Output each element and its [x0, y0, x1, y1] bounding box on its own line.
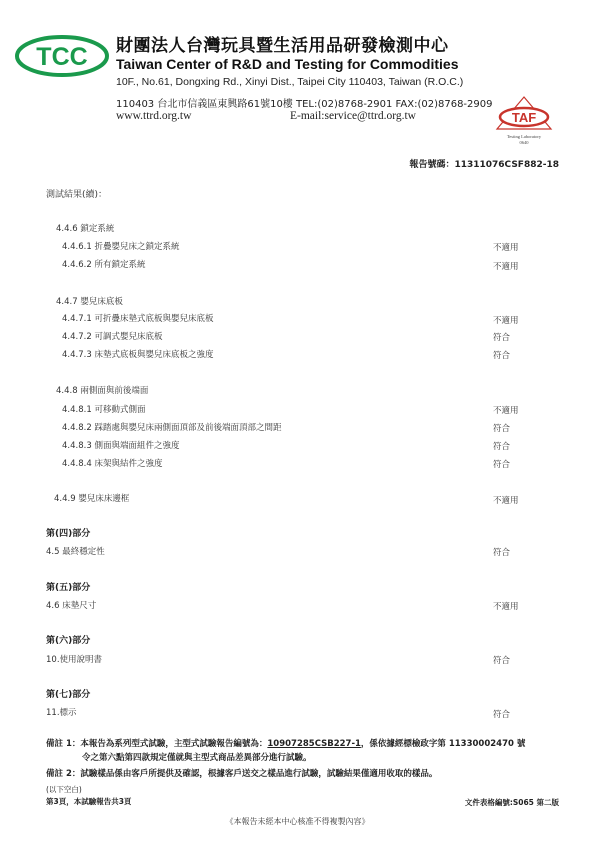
- part-item: 4.6 床墊尺寸: [46, 601, 97, 611]
- taf-caption-line1: Testing Laboratory: [506, 134, 542, 139]
- part-result: 符合: [493, 548, 511, 558]
- note-1-line2: 令之第六點第四款規定僅就與主型式商品差異部分進行試驗。: [82, 753, 312, 763]
- item-result: 不適用: [493, 243, 519, 253]
- item-label: 4.4.8.2 踩踏處與嬰兒床兩側面頂部及前後端面頂部之間距: [62, 423, 282, 433]
- note-1-label: 備註 1：: [46, 739, 81, 749]
- page-indicator: 第3頁，本試驗報告共3頁: [46, 797, 132, 806]
- part-title: 第(五)部分: [46, 583, 91, 593]
- taf-logo: [494, 95, 554, 131]
- item-label: 4.4.6.2 所有鎖定系統: [62, 260, 146, 270]
- item-result: 不適用: [493, 316, 519, 326]
- note-2-label: 備註 2：: [46, 769, 81, 779]
- note-1-text-cont: ，係依據經標檢政字第 11330002470 號: [360, 739, 526, 749]
- item-result: 符合: [493, 351, 511, 361]
- item-result: 不適用: [493, 496, 519, 506]
- footer-notice: 《本報告未經本中心核准不得複製內容》: [225, 817, 370, 826]
- part-result: 符合: [493, 710, 511, 720]
- item-result: 不適用: [493, 406, 519, 416]
- item-result: 符合: [493, 442, 511, 452]
- part-title: 第(六)部分: [46, 636, 91, 646]
- item-result: 符合: [493, 460, 511, 470]
- master-report-ref: 10907285CSB227-1: [267, 739, 361, 749]
- note-2: [46, 767, 437, 779]
- part-item: 10.使用說明書: [46, 655, 103, 665]
- item-label: 4.4.8.1 可移動式側面: [62, 405, 146, 415]
- results-title: 測試結果(續)：: [46, 190, 108, 200]
- taf-caption: [494, 134, 554, 146]
- website-link[interactable]: www.ttrd.org.tw: [116, 110, 192, 122]
- item-label: 4.4.6.1 折疊嬰兒床之鎖定系統: [62, 242, 180, 252]
- part-item: 11.標示: [46, 708, 77, 718]
- part-item: 4.5 最終穩定性: [46, 547, 105, 557]
- address-english: 10F., No.61, Dongxing Rd., Xinyi Dist., Taipei City 110403, Taiwan (R.O.C.): [116, 76, 464, 88]
- item-result: 符合: [493, 424, 511, 434]
- email-link[interactable]: E-mail:service@ttrd.org.tw: [290, 110, 416, 122]
- logo-text: TCC: [36, 43, 88, 71]
- item-label: 4.4.7.2 可調式嬰兒床底板: [62, 332, 163, 342]
- note-2-text: 試驗樣品係由客戶所提供及確認，根據客戶送交之樣品進行試驗，試驗結果僅適用收取的樣品。: [80, 769, 438, 779]
- section-label: 4.4.9 嬰兒床床邊框: [54, 494, 130, 504]
- blank-marker: (以下空白): [46, 785, 82, 794]
- address-chinese: 110403 台北市信義區東興路61號10樓 TEL:(02)8768-2901 FAX:(02)8768-2909: [116, 99, 493, 110]
- org-title-chinese: 財團法人台灣玩具暨生活用品研發檢測中心: [116, 36, 449, 56]
- org-title-english: Taiwan Center of R&D and Testing for Commodities: [116, 56, 459, 72]
- section-label: 4.4.6 鎖定系統: [56, 224, 115, 234]
- item-label: 4.4.8.3 側面與端面組件之強度: [62, 441, 180, 451]
- note-1-text: 本報告為系列型式試驗，主型式試驗報告編號為：: [80, 739, 268, 749]
- section-label: 4.4.7 嬰兒床底板: [56, 297, 123, 307]
- section-label: 4.4.8 兩側面與前後端面: [56, 386, 149, 396]
- item-result: 不適用: [493, 262, 519, 272]
- tcc-logo: [14, 34, 110, 78]
- report-number: 報告號碼：11311076CSF882-18: [409, 160, 559, 170]
- taf-caption-line2: 0640: [519, 140, 529, 145]
- part-result: 符合: [493, 656, 511, 666]
- part-title: 第(四)部分: [46, 529, 91, 539]
- item-label: 4.4.7.1 可折疊床墊式底板與嬰兒床底板: [62, 314, 214, 324]
- note-1: [46, 737, 525, 749]
- taf-text: TAF: [511, 110, 537, 125]
- item-label: 4.4.7.3 床墊式底板與嬰兒床底板之強度: [62, 350, 214, 360]
- item-label: 4.4.8.4 床架與結件之強度: [62, 459, 163, 469]
- part-title: 第(七)部分: [46, 690, 91, 700]
- form-number: 文件表格編號:S065 第二版: [464, 798, 559, 807]
- item-result: 符合: [493, 333, 511, 343]
- part-result: 不適用: [493, 602, 519, 612]
